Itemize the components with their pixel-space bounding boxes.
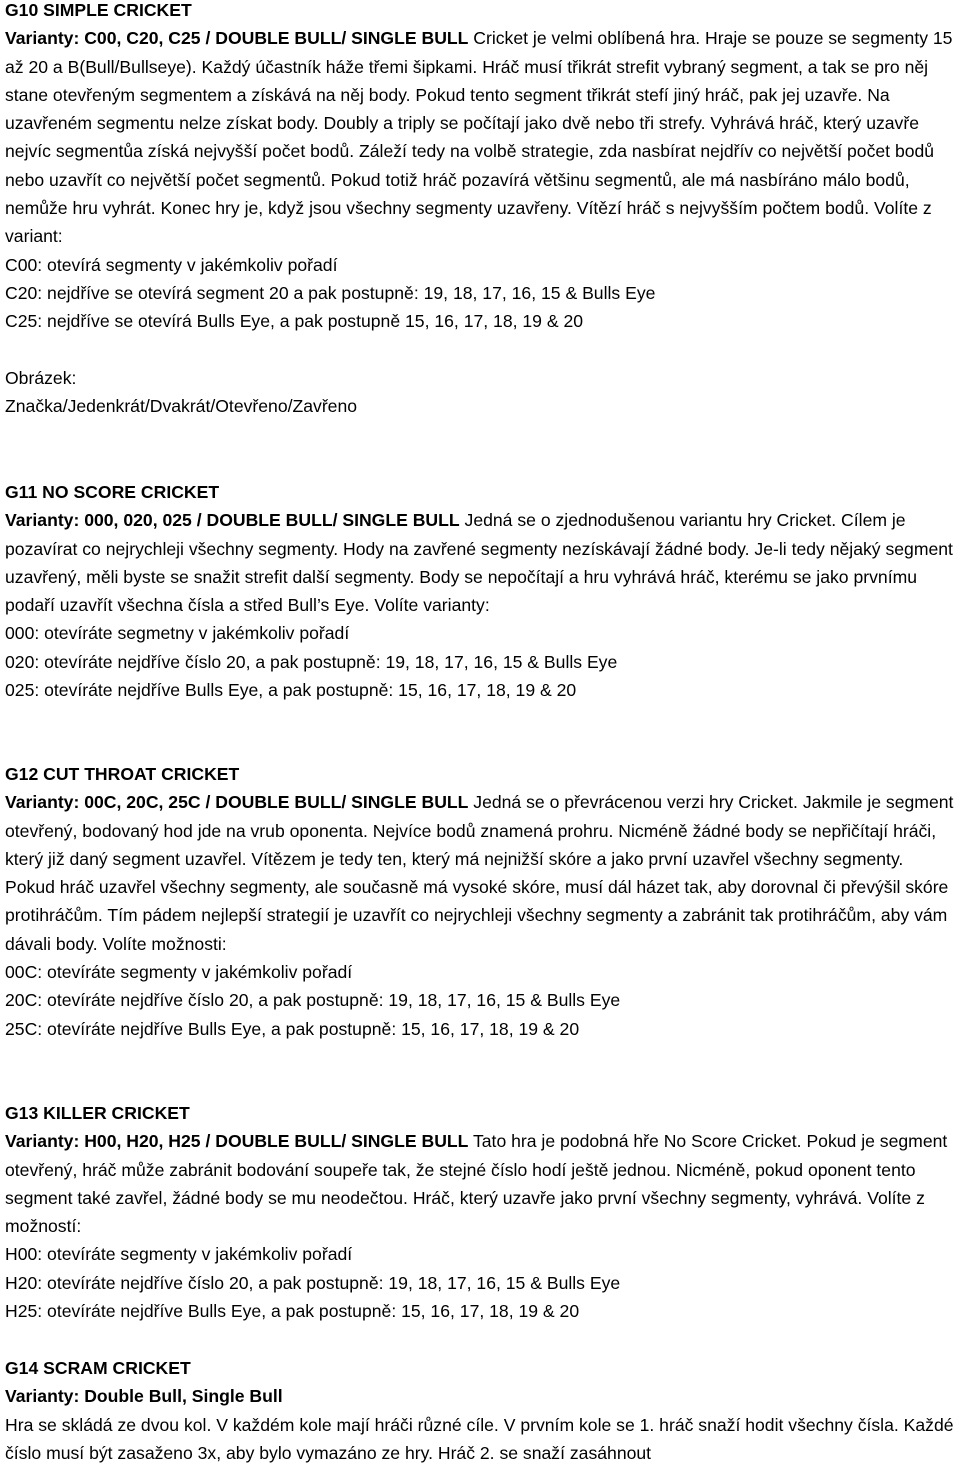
section-g11-no-score-cricket: [5, 478, 958, 704]
variant-option: C20: nejdříve se otevírá segment 20 a pak postupně: 19, 18, 17, 16, 15 & Bulls Eye: [5, 282, 656, 303]
image-label: Obrázek:: [5, 367, 77, 388]
variants-label: Varianty: C00, C20, C25 / DOUBLE BULL/ SINGLE BULL: [5, 28, 469, 49]
section-title: G13 KILLER CRICKET: [5, 1103, 190, 1123]
section-title: G11 NO SCORE CRICKET: [5, 482, 220, 502]
section-g14-scram-cricket: [5, 1354, 958, 1467]
variants-prefix: Varianty: [5, 1386, 74, 1407]
section-description: Jedná se o zjednodušenou variantu hry Cricket. Cílem je pozavírat co nejrychleji všechny segmenty. Hody na zavřené segmenty nezískávají žádné body. Je-li tedy nějaký segment uzavřený, měli byste se snažit strefit další segmenty. Body se nepočítají a hru vyhrává hráč, kterému se jako prvnímu podaří uzavřít všechna čísla a střed Bull’s Eye. Volíte varianty:: [5, 510, 953, 616]
section-g13-killer-cricket: [5, 1099, 958, 1325]
variants-line: [5, 1382, 958, 1410]
section-description: Jedná se o převrácenou verzi hry Cricket. Jakmile je segment otevřený, bodovaný hod jde na vrub oponenta. Nejvíce bodů znamená prohru. Nicméně žádné body se nepřičítají hráči, který již daný segment uzavřel. Vítězem je tedy ten, který má nejnižší skóre a jako první uzavřel všechny segmenty. Pokud hráč uzavřel všechny segmenty, ale současně má vysoké skóre, musí dál házet tak, aby dorovnal či převýšil skóre protihráčům. Tím pádem nejlepší strategií je uzavřít co nejrychleji všechny segmenty a zabránit tak protihráčům, aby vám dávali body. Volíte možnosti:: [5, 792, 954, 954]
variant-option: H00: otevíráte segmenty v jakémkoliv pořadí: [5, 1244, 353, 1265]
section-description: Hra se skládá ze dvou kol. V každém kole mají hráči různé cíle. V prvním kole se 1. hráč snaží hodit všechny čísla. Každé číslo musí být zasaženo 3x, aby bylo vymazáno ze hry. Hráč 2. se snaží zasáhnout: [5, 1414, 954, 1463]
variant-option: 000: otevíráte segmetny v jakémkoliv pořadí: [5, 623, 350, 644]
variant-option: 00C: otevíráte segmenty v jakémkoliv pořadí: [5, 962, 353, 983]
section-g12-cut-throat-cricket: [5, 760, 958, 1043]
section-description: Tato hra je podobná hře No Score Cricket. Pokud je segment otevřený, hráč může zabránit bodování soupeře tak, že stejné číslo hodí ještě jednou. Nicméně, pokud oponent tento segment také zavřel, žádné body se mu neodečtou. Hráč, který uzavře jako první všechny segmenty, vyhrává. Volíte z možností:: [5, 1131, 948, 1237]
variants-label: Varianty: H00, H20, H25 / DOUBLE BULL/ SINGLE BULL: [5, 1131, 469, 1152]
section-title: G10 SIMPLE CRICKET: [5, 0, 192, 20]
variant-option: H20: otevíráte nejdříve číslo 20, a pak postupně: 19, 18, 17, 16, 15 & Bulls Eye: [5, 1272, 621, 1293]
variant-option: 20C: otevíráte nejdříve číslo 20, a pak postupně: 19, 18, 17, 16, 15 & Bulls Eye: [5, 990, 621, 1011]
image-caption: Značka/Jedenkrát/Dvakrát/Otevřeno/Zavřeno: [5, 396, 358, 417]
section-g10-simple-cricket: [5, 0, 958, 420]
section-title: G14 SCRAM CRICKET: [5, 1358, 191, 1378]
variant-option: 020: otevíráte nejdříve číslo 20, a pak postupně: 19, 18, 17, 16, 15 & Bulls Eye: [5, 651, 618, 672]
section-description: Cricket je velmi oblíbená hra. Hraje se pouze se segmenty 15 až 20 a B(Bull/Bullseye). Každý účastník háže třemi šipkami. Hráč musí třikrát strefit vybraný segment, a tak se pro něj stane otevřeným segmentem a získává na něj body. Pokud tento segment třikrát stefí jiný hráč, pak jej uzavře. Na uzavřeném segmentu nelze získat body. Doubly a triply se počítají jako dvě nebo tři strefy. Vyhrává hráč, který uzavře nejvíc segmentůa získá nejvyšší počet bodů. Záleží tedy na volbě strategie, zda nasbírat nejdřív co největší počet bodů nebo uzavřít co největší počet segmentů. Pokud totiž hráč pozavírá většinu segmentů, ale má nasbíráno málo bodů, nemůže hru vyhrát. Konec hry je, když jsou všechny segmenty uzavřeny. Vítězí hráč s nejvyšším počtem bodů. Volíte z variant:: [5, 28, 953, 247]
variants-value: : Double Bull, Single Bull: [73, 1386, 283, 1407]
section-paragraph: [5, 788, 958, 958]
variant-option: 25C: otevíráte nejdříve Bulls Eye, a pak postupně: 15, 16, 17, 18, 19 & 20: [5, 1018, 580, 1039]
variant-option: 025: otevíráte nejdříve Bulls Eye, a pak postupně: 15, 16, 17, 18, 19 & 20: [5, 680, 577, 701]
variant-option: C25: nejdříve se otevírá Bulls Eye, a pak postupně 15, 16, 17, 18, 19 & 20: [5, 311, 584, 332]
variant-option: C00: otevírá segmenty v jakémkoliv pořadí: [5, 254, 338, 275]
spacer: [5, 336, 958, 364]
section-paragraph: [5, 1127, 958, 1240]
section-paragraph: [5, 24, 958, 250]
variant-option: H25: otevíráte nejdříve Bulls Eye, a pak postupně: 15, 16, 17, 18, 19 & 20: [5, 1301, 580, 1322]
variants-label: Varianty: 00C, 20C, 25C / DOUBLE BULL/ SINGLE BULL: [5, 792, 469, 813]
section-title: G12 CUT THROAT CRICKET: [5, 764, 240, 784]
variants-label: Varianty: 000, 020, 025 / DOUBLE BULL/ SINGLE BULL: [5, 510, 460, 531]
section-paragraph: [5, 506, 958, 619]
